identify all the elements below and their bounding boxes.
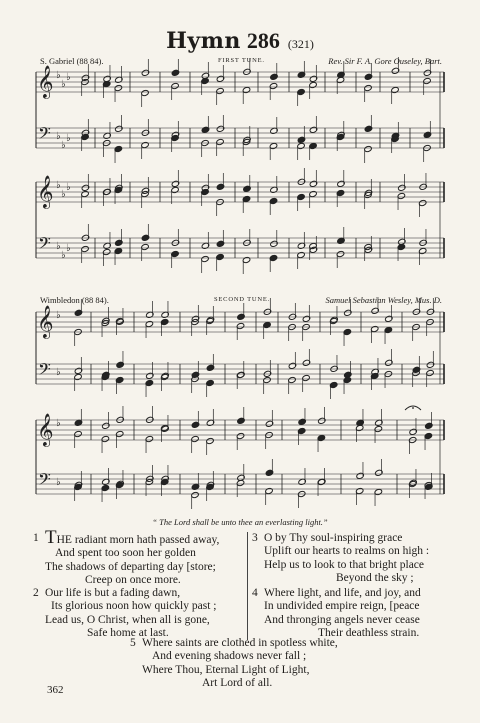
verse-line: And spent too soon her golden xyxy=(55,547,196,560)
flat-accidental: ♭ xyxy=(56,418,61,429)
verse-line: Its glorious noon how quickly past ; xyxy=(51,600,217,613)
second-tune-name: Wimbledon (88 84). xyxy=(40,295,109,305)
second-tune-label: SECOND TUNE. xyxy=(214,296,271,303)
verse-line: Beyond the sky ; xyxy=(336,572,414,585)
verse-line: Our life is but a fading dawn, xyxy=(45,587,181,599)
verse-line: Where Thou, Eternal Light of Light, xyxy=(142,663,310,676)
verse-line: And evening shadows never fall ; xyxy=(152,650,307,663)
hymn-number: 286 xyxy=(246,28,280,53)
page-number: 362 xyxy=(47,684,64,696)
fermata-dot xyxy=(412,407,414,409)
verse-number: 2 xyxy=(33,587,39,599)
flat-accidental: ♭ xyxy=(66,133,71,144)
hymn-word: Hymn xyxy=(166,28,241,54)
drop-cap: T xyxy=(45,527,57,548)
verse-line: Safe home at last. xyxy=(87,627,169,640)
flat-accidental: ♭ xyxy=(61,79,66,90)
flat-accidental: ♭ xyxy=(61,189,66,200)
flat-accidental: ♭ xyxy=(61,250,66,261)
verse-1 xyxy=(33,527,220,588)
verse-number: 1 xyxy=(33,532,39,544)
first-tune-label: FIRST TUNE. xyxy=(218,57,265,64)
flat-accidental: ♭ xyxy=(56,477,61,488)
verse-line: HE radiant morn hath passed away, xyxy=(56,534,220,546)
verse-line: Creep on once more. xyxy=(85,574,181,587)
bass-clef: 𝄢 xyxy=(38,469,51,493)
verse-number: 3 xyxy=(252,532,258,544)
verse-line: And thronging angels never cease xyxy=(264,613,420,626)
verse-line: Lead us, O Christ, when all is gone, xyxy=(45,613,210,626)
flat-accidental: ♭ xyxy=(56,70,61,81)
treble-clef: 𝄞 xyxy=(37,65,54,98)
verse-line: Help us to look to that bright place xyxy=(264,558,425,571)
bass-clef: 𝄢 xyxy=(38,123,51,147)
column-divider xyxy=(247,532,248,640)
flat-accidental: ♭ xyxy=(61,140,66,151)
flat-accidental: ♭ xyxy=(66,72,71,83)
bass-clef: 𝄢 xyxy=(38,359,51,383)
verse-4 xyxy=(252,587,421,641)
flat-accidental: ♭ xyxy=(66,243,71,254)
bass-clef: 𝄢 xyxy=(38,233,51,257)
verse-2 xyxy=(33,587,217,641)
verse-line: In undivided empire reign, [peace xyxy=(264,600,420,613)
flat-accidental: ♭ xyxy=(56,367,61,378)
scripture-quote: “ The Lord shall be unto thee an everlasting light.” xyxy=(152,517,328,527)
first-tune-name: S. Gabriel (88 84). xyxy=(40,56,104,66)
first-tune-composer: Rev. Sir F. A. Gore Ouseley, Bart. xyxy=(328,56,442,66)
verse-line: Their deathless strain. xyxy=(318,627,420,640)
flat-accidental: ♭ xyxy=(56,310,61,321)
verse-number: 5 xyxy=(130,637,136,649)
flat-accidental: ♭ xyxy=(56,180,61,191)
flat-accidental: ♭ xyxy=(56,131,61,142)
verse-line: The shadows of departing day [store; xyxy=(45,560,216,573)
verse-3 xyxy=(252,532,430,586)
verse-line: Art Lord of all. xyxy=(202,677,273,690)
verse-5 xyxy=(130,637,338,691)
verse-line: O by Thy soul-inspiring grace xyxy=(264,532,403,544)
treble-clef: 𝄞 xyxy=(37,413,54,446)
second-tune-composer: Samuel Sebastian Wesley, Mus. D. xyxy=(325,295,442,305)
flat-accidental: ♭ xyxy=(56,241,61,252)
treble-clef: 𝄞 xyxy=(37,175,54,208)
verse-line: Where saints are clothed in spotless white, xyxy=(142,637,338,649)
flat-accidental: ♭ xyxy=(66,182,71,193)
page-reference: (321) xyxy=(287,37,314,51)
verse-line: Where light, and life, and joy, and xyxy=(264,587,421,599)
verse-line: Uplift our hearts to realms on high : xyxy=(264,545,430,558)
verse-number: 4 xyxy=(252,587,258,599)
treble-clef: 𝄞 xyxy=(37,305,54,338)
